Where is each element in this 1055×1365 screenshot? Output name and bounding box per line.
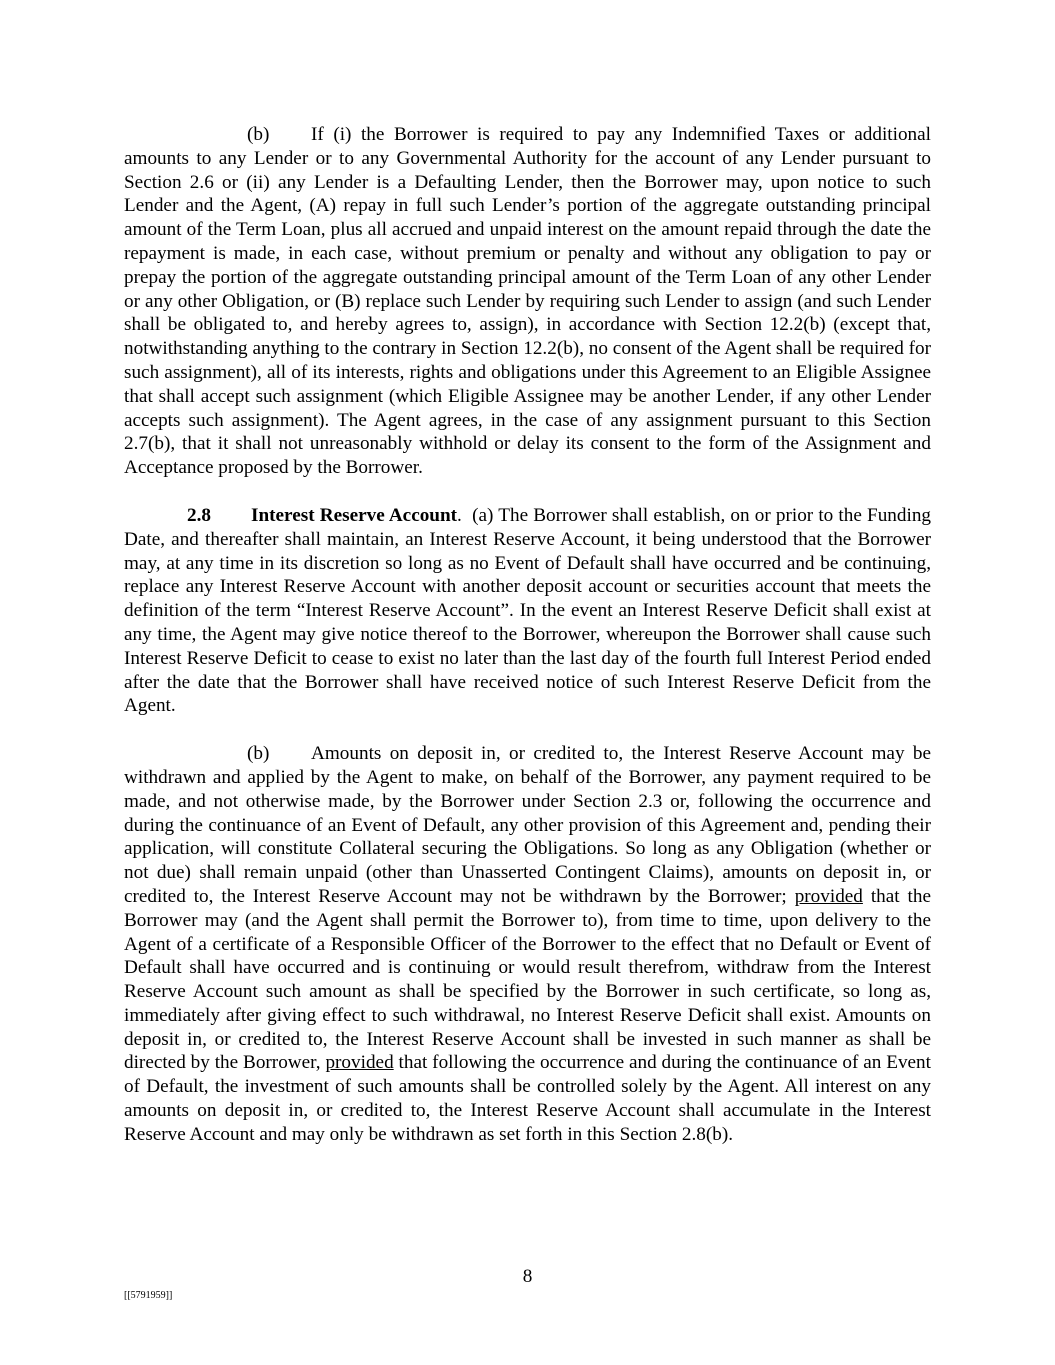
paragraph-text: that the Borrower may (and the Agent shall permit the Borrower to), from time to time, upon delivery to the Agent of a certificate of a Responsible Officer of the Borrower to the effect that no Default or Event of Default shall have occurred and is continuing or would result therefrom, withdraw from the Interest Reserve Account such amount as shall be specified by the Borrower in such certificate, so long as, immediately after giving effect to such withdrawal, no Interest Reserve Deficit shall exist. Amounts on deposit in, or credited to, the Interest Reserve Account shall be invested in such manner as shall be directed by the Borrower, (124, 885, 932, 1074)
section-title-period: . (457, 504, 462, 526)
page-number: 8 (522, 1266, 533, 1287)
document-body (124, 123, 931, 1147)
provided-term: provided (325, 1052, 394, 1074)
paragraph-2-8-b (124, 742, 931, 1147)
paragraph-2-7-b (124, 123, 931, 480)
section-number: 2.8 (187, 504, 211, 526)
paragraph-text: that following the occurrence and during the continuance of an Event of Default, the investment of such amounts shall be controlled solely by the Agent. All interest on any amounts on deposit in, or credited to, the Interest Reserve Account shall accumulate in the Interest Reserve Account and may only be withdrawn as set forth in this Section 2.8(b). (124, 1052, 931, 1145)
subsection-label: (b) (247, 743, 270, 765)
section-title: Interest Reserve Account (251, 504, 458, 526)
provided-term: provided (794, 885, 863, 907)
paragraph-text: Amounts on deposit in, or credited to, the Interest Reserve Account may be withdrawn and applied by the Agent to make, on behalf of the Borrower, any payment required to be made, and not otherwise made, by the Borrower under Section 2.3 or, following the occurrence and during the continuance of an Event of Default, any other provision of this Agreement and, pending their application, will constitute Collateral securing the Obligations. So long as any Obligation (whether or not due) shall remain unpaid (other than Unasserted Contingent Claims), amounts on deposit in, or credited to, the Interest Reserve Account may not be withdrawn by the Borrower; (124, 743, 931, 907)
subsection-label: (b) (247, 124, 270, 145)
document-id: [[5791959]] (124, 1290, 173, 1301)
paragraph-2-8-a (124, 504, 931, 718)
paragraph-text: (a) The Borrower shall establish, on or prior to the Funding Date, and thereafter shall maintain, an Interest Reserve Account, it being understood that the Borrower may, at any time in its discretion so long as no Event of Default shall have occurred and be continuing, replace any Interest Reserve Account with another deposit account or securities account that meets the definition of the term “Interest Reserve Account”. In the event an Interest Reserve Deficit shall exist at any time, the Agent may give notice thereof to the Borrower, whereupon the Borrower shall cause such Interest Reserve Deficit to cease to exist no later than the last day of the fourth full Interest Period ended after the date that the Borrower shall have received notice of such Interest Reserve Deficit from the Agent. (124, 504, 932, 717)
paragraph-text: If (i) the Borrower is required to pay any Indemnified Taxes or additional amounts to any Lender or to any Governmental Authority for the account of any Lender pursuant to Section 2.6 or (ii) any Lender is a Defaulting Lender, then the Borrower may, upon notice to such Lender and the Agent, (A) repay in full such Lender’s portion of the aggregate outstanding principal amount of the Term Loan, plus all accrued and unpaid interest on the amount repaid through the date the repayment is made, in each case, without premium or penalty and without any obligation to pay or prepay the portion of the aggregate outstanding principal amount of the Term Loan of any other Lender or any other Obligation, or (B) replace such Lender by requiring such Lender to assign (and such Lender shall be obligated to, and hereby agrees to, assign), in accordance with Section 12.2(b) (except that, notwithstanding anything to the contrary in Section 12.2(b), no consent of the Agent shall be required for such assignment), all of its interests, rights and obligations under this Agreement to an Eligible Assignee that shall accept such assignment (which Eligible Assignee may be another Lender, if any other Lender accepts such assignment). The Agent agrees, in the case of any assignment pursuant to this Section 2.7(b), that it shall not unreasonably withhold or delay its consent to the form of the Assignment and Acceptance proposed by the Borrower. (124, 124, 931, 479)
